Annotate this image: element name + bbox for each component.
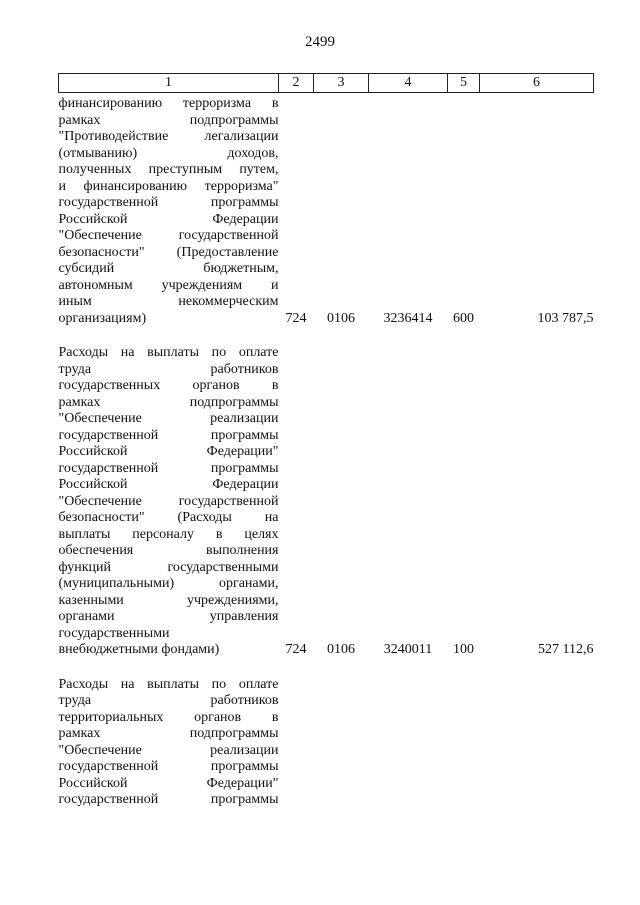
target-article-code: 3236414 [383, 310, 433, 326]
table-row [59, 93, 594, 328]
description-line: государственных органов в [58, 378, 279, 393]
description-line: финансированию терроризма в [58, 96, 279, 111]
section-code: 0106 [327, 642, 355, 657]
ministry-code: 724 [285, 642, 307, 657]
description-line: функций государственными [58, 559, 279, 575]
expense-type-code [448, 677, 480, 809]
description-line: выплаты персоналу в целях [58, 526, 279, 542]
target-article-code: 3240011 [383, 642, 433, 657]
description-line: (муниципальными) органами, [58, 576, 279, 591]
description-line: полученных преступным путем, [58, 162, 279, 177]
description-line: обеспечения выполнения [58, 543, 279, 558]
row-description [59, 93, 279, 328]
description-line: субсидий бюджетным, [58, 261, 279, 276]
page-number: 2499 [305, 34, 335, 50]
column-header-1: 1 [59, 74, 279, 93]
amount-value: 527 112,6 [538, 642, 594, 657]
expense-type-code: 100 [453, 642, 474, 657]
column-header-4: 4 [369, 74, 448, 93]
description-line: Российской Федерации" [58, 444, 279, 459]
description-line: внебюджетными фондами) [58, 642, 220, 657]
description-line: государственной программы [58, 792, 279, 807]
amount-value [480, 677, 594, 809]
column-header-5: 5 [448, 74, 480, 93]
description-line: иным некоммерческим [58, 294, 279, 309]
description-line: труда работников [58, 361, 279, 377]
description-line: Российской Федерации" [58, 775, 279, 791]
description-line: территориальных органов в [58, 709, 279, 725]
description-line: Расходы на выплаты по оплате [58, 676, 279, 692]
description-line: "Обеспечение реализации [58, 742, 279, 758]
description-line: безопасности" (Предоставление [58, 244, 279, 260]
description-line: "Обеспечение государственной [58, 228, 279, 243]
column-header-2: 2 [279, 74, 314, 93]
description-line: "Обеспечение реализации [58, 411, 279, 426]
description-line: рамках подпрограммы [58, 394, 279, 410]
description-line: автономным учреждениям и [58, 277, 279, 293]
description-line: государственной программы [58, 195, 279, 210]
section-code [314, 677, 369, 809]
ministry-code [279, 677, 314, 809]
description-line: (отмыванию) доходов, [58, 145, 279, 161]
ministry-code: 724 [285, 310, 307, 326]
target-article-code [369, 677, 448, 809]
description-line: организациям) [58, 310, 147, 326]
description-line: Российской Федерации [58, 477, 279, 492]
section-code: 0106 [327, 310, 355, 326]
description-line: труда работников [58, 693, 279, 708]
table-header-row [59, 74, 594, 93]
description-line: "Обеспечение государственной [58, 493, 279, 509]
description-line: "Противодействие легализации [58, 129, 279, 144]
description-line: рамках подпрограммы [58, 112, 279, 128]
amount-value: 103 787,5 [537, 310, 594, 326]
description-line: и финансированию терроризма" [58, 178, 279, 194]
budget-table [58, 73, 594, 809]
column-header-6: 6 [480, 74, 594, 93]
description-line: государственной программы [58, 460, 279, 476]
description-line: казенными учреждениями, [58, 592, 279, 608]
description-line: государственной программы [58, 759, 279, 774]
description-line: безопасности" (Расходы на [58, 510, 279, 525]
description-line: Расходы на выплаты по оплате [58, 345, 279, 360]
description-line: рамках подпрограммы [58, 726, 279, 741]
table-row [59, 677, 594, 809]
description-line: государственной программы [58, 427, 279, 443]
row-description [59, 345, 279, 659]
description-line: государственными [58, 625, 170, 641]
table-row [59, 345, 594, 659]
description-line: Российской Федерации [58, 211, 279, 227]
row-description [59, 677, 279, 809]
expense-type-code: 600 [453, 310, 474, 326]
column-header-3: 3 [314, 74, 369, 93]
description-line: органами управления [58, 609, 279, 624]
